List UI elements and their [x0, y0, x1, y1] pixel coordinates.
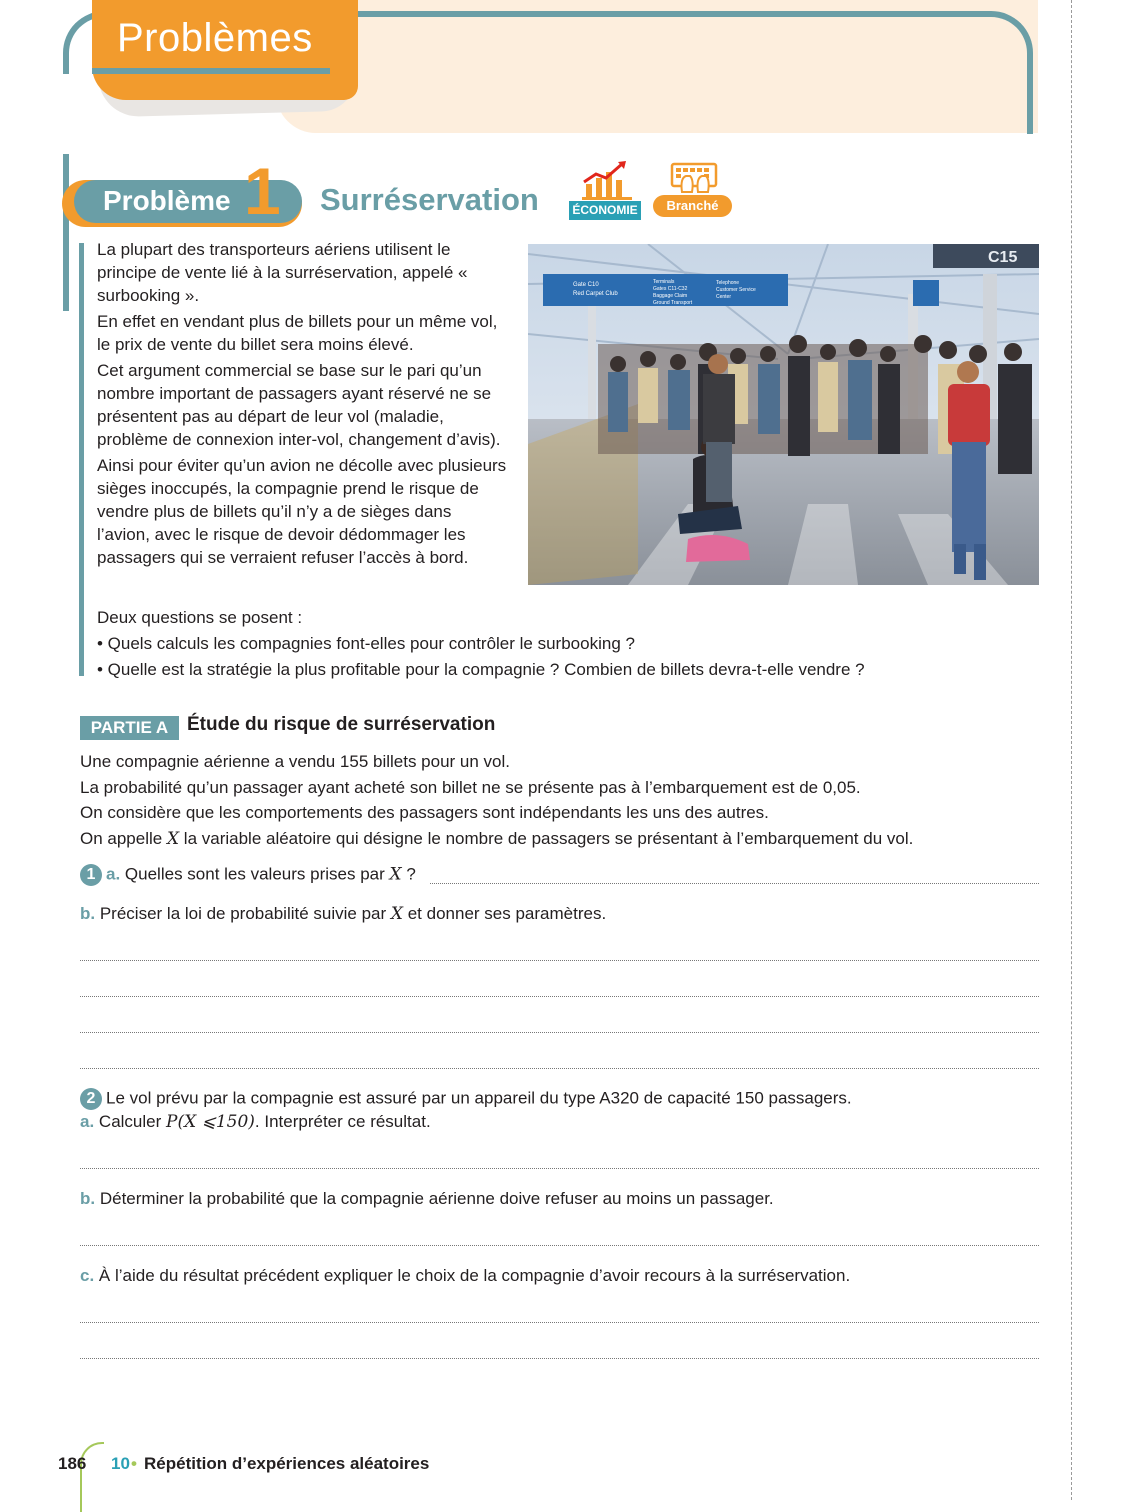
text-fragment: Préciser la loi de probabilité suivie par — [99, 904, 391, 923]
intro-side-bar — [79, 243, 84, 676]
text-fragment: On appelle — [80, 828, 167, 848]
sign-text: Ground Transport — [653, 300, 693, 306]
math-variable: X — [389, 864, 402, 885]
statement-line: On considère que les comportements des passagers sont indépendants les uns des autres. — [80, 803, 769, 822]
answer-line[interactable] — [80, 1358, 1039, 1359]
question-2 — [80, 1088, 852, 1110]
intro-text — [97, 238, 507, 572]
gate-sign-text: C15 — [988, 249, 1018, 266]
answer-line[interactable] — [430, 883, 1039, 884]
text-fragment: ? — [401, 864, 416, 884]
page-margin-line — [1071, 0, 1072, 1500]
page-number: 186 — [58, 1454, 87, 1473]
partie-statement — [80, 749, 1040, 852]
answer-line[interactable] — [80, 960, 1039, 961]
statement-line: La probabilité qu’un passager ayant acheté son billet ne se présente pas à l’embarquement est de 0,05. — [80, 777, 861, 797]
question-2a — [80, 1112, 431, 1132]
question-2c — [80, 1266, 850, 1286]
question-number-badge: 2 — [80, 1088, 102, 1110]
intro-paragraph: Ainsi pour éviter qu’un avion ne décolle avec plusieurs sièges inoccupés, la compagnie prend le risque de vendre plus de billets qu’il n’y a de sièges dans l’avion, avec le risque de devoir dédommager les passagers qui se verraient refuser l’accès à bord. — [97, 456, 507, 567]
sign-text: Gates C11-C32 — [653, 286, 688, 292]
header-underline — [92, 68, 330, 74]
text-fragment: Quelles sont les valeurs prises par — [124, 864, 390, 884]
sign-text: Baggage Claim — [653, 293, 688, 299]
answer-line[interactable] — [80, 1068, 1039, 1069]
sign-text: Center — [716, 294, 732, 300]
math-expression: P(X ⩽150) — [166, 1112, 255, 1132]
question-text: Le vol prévu par la compagnie est assuré par un appareil du type A320 de capacité 150 passagers. — [106, 1088, 852, 1108]
frame-mask — [56, 74, 86, 154]
question-text: Déterminer la probabilité que la compagnie aérienne doive refuser au moins un passager. — [99, 1189, 774, 1208]
question-item: • Quelle est la stratégie la plus profitable pour la compagnie ? Combien de billets devra-t-elle vendre ? — [97, 660, 865, 679]
question-letter: c. — [80, 1266, 95, 1285]
answer-line[interactable] — [80, 996, 1039, 997]
text-fragment: . Interpréter ce résultat. — [254, 1112, 431, 1131]
sign-text: Customer Service — [716, 287, 756, 293]
math-variable: X — [166, 828, 180, 849]
section-title: Problèmes — [117, 16, 313, 60]
sign-text: Red Carpet Club — [573, 291, 618, 297]
answer-line[interactable] — [80, 1245, 1039, 1246]
question-letter: a. — [106, 864, 121, 884]
question-item: • Quels calculs les compagnies font-elles pour contrôler le surbooking ? — [97, 634, 635, 653]
questions-intro: Deux questions se posent : — [97, 608, 303, 627]
sign-text: Gate C10 — [573, 282, 599, 288]
question-text: À l’aide du résultat précédent expliquer le choix de la compagnie d’avoir recours à la surréservation. — [98, 1266, 851, 1285]
footer-separator: • — [131, 1454, 137, 1473]
question-2b — [80, 1189, 774, 1209]
intro-paragraph: La plupart des transporteurs aériens utilisent le principe de vente lié à la surréservation, appelé « surbooking ». — [97, 240, 468, 305]
text-fragment: la variable aléatoire qui désigne le nombre de passagers se présentant à l’embarquement du vol. — [179, 828, 914, 848]
sign-text: Terminals — [653, 279, 675, 285]
problem-title: Surréservation — [320, 182, 539, 217]
text-fragment: Calculer — [98, 1112, 167, 1131]
economy-badge: ÉCONOMIE — [569, 201, 641, 220]
question-1a — [80, 864, 416, 886]
chart-growth-icon — [582, 160, 632, 200]
branche-badge: Branché — [653, 195, 732, 217]
text-fragment: et donner ses paramètres. — [403, 904, 607, 923]
answer-line[interactable] — [80, 1168, 1039, 1169]
math-variable: X — [390, 904, 403, 924]
partie-tag: PARTIE A — [80, 716, 179, 740]
chapter-number: 10 — [111, 1454, 130, 1473]
question-letter: b. — [80, 1189, 96, 1208]
footer-curve — [80, 1442, 104, 1512]
answer-line[interactable] — [80, 1322, 1039, 1323]
partie-title: Étude du risque de surréservation — [187, 714, 496, 735]
statement-line: Une compagnie aérienne a vendu 155 billets pour un vol. — [80, 752, 511, 771]
airport-crowd-photo — [528, 244, 1039, 585]
statement-line — [80, 826, 1040, 853]
intro-paragraph: Cet argument commercial se base sur le pari qu’un nombre important de passagers ayant réservé ne se présentent pas au départ de leur vol (maladie, problème de connexion inter-vol, changement d’avis). — [97, 361, 501, 449]
question-letter: b. — [80, 904, 96, 923]
intro-questions — [97, 605, 1017, 683]
intro-paragraph: En effet en vendant plus de billets pour un même vol, le prix de vente du billet sera moins élevé. — [97, 312, 498, 354]
keyboard-hands-icon — [670, 162, 718, 196]
question-1b — [80, 904, 606, 924]
answer-line[interactable] — [80, 1032, 1039, 1033]
question-letter: a. — [80, 1112, 95, 1131]
chapter-title: Répétition d’expériences aléatoires — [144, 1454, 430, 1473]
problem-number: 1 — [244, 154, 281, 228]
sign-text: Telephone — [716, 280, 740, 286]
question-number-badge: 1 — [80, 864, 102, 886]
problem-label: Problème — [103, 185, 231, 216]
